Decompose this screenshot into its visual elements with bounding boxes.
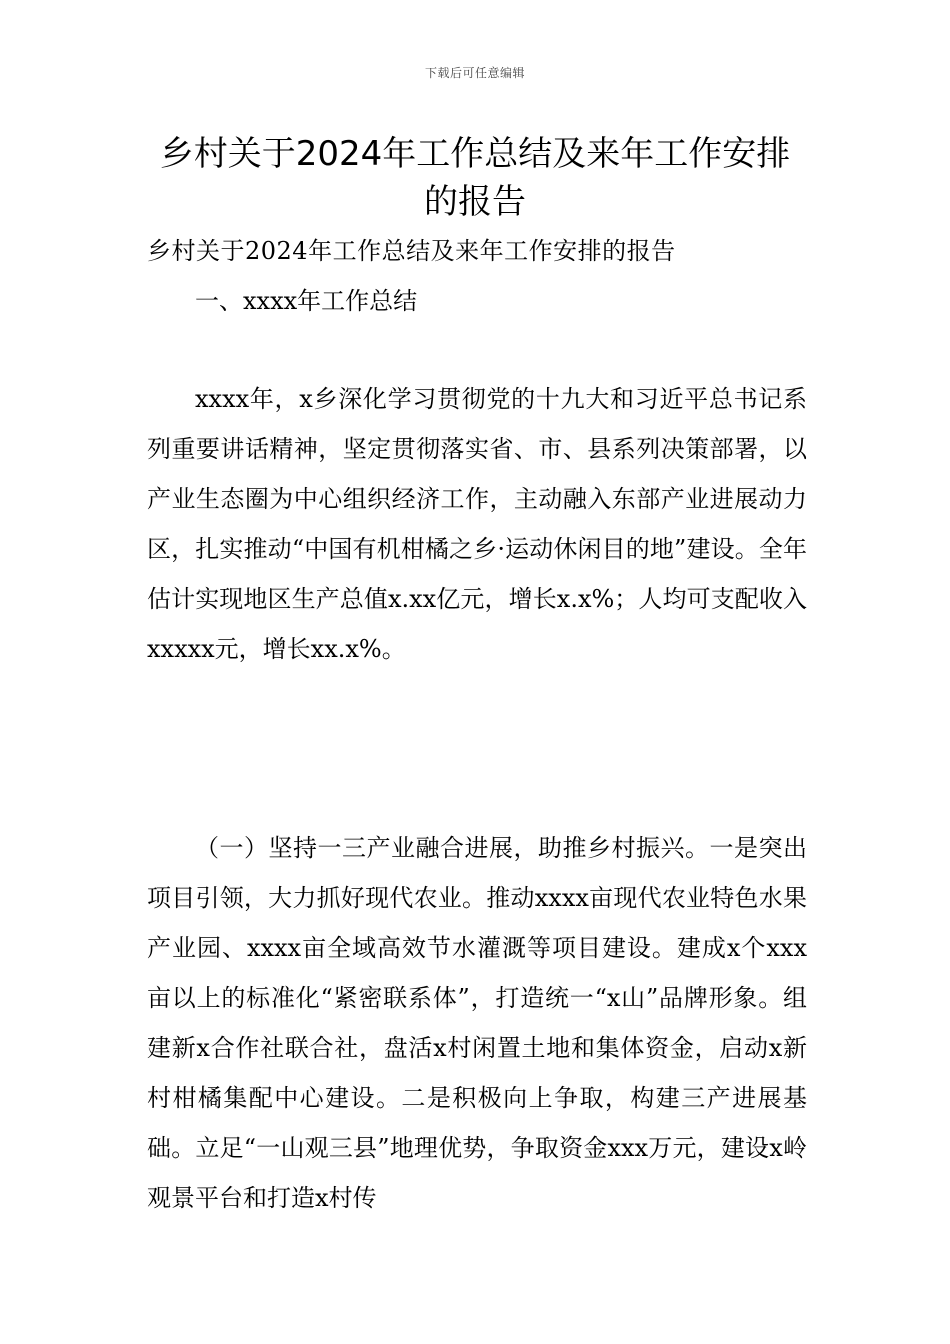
paragraph-summary: xxxx年，x乡深化学习贯彻党的十九大和习近平总书记系列重要讲话精神，坚定贯彻落实省、市、县系列决策部署，以产业生态圈为中心组织经济工作，主动融入东部产业进展动力区，扎实推动“中国有机柑橘之乡·运动休闲目的地”建设。全年估计实现地区生产总值x.xx亿元，增长x.x%；人均可支配收入xxxxx元，增长xx.x%。 bbox=[147, 385, 807, 663]
header-note: 下载后可任意编辑 bbox=[424, 66, 525, 80]
paragraph-industry-integration: （一）坚持一三产业融合进展，助推乡村振兴。一是突出项目引领，大力抓好现代农业。推动xxxx亩现代农业特色水果产业园、xxxx亩全域高效节水灌溉等项目建设。建成x个xxx亩以上的标准化“紧密联系体”，打造统一“x山”品牌形象。组建新x合作社联合社，盘活x村闲置土地和集体资金，启动x新村柑橘集配中心建设。二是积极向上争取，构建三产进展基础。立足“一山观三县”地理优势，争取资金xxx万元，建设x岭观景平台和打造x村传 bbox=[147, 834, 807, 1212]
document-subtitle: 乡村关于2024年工作总结及来年工作安排的报告 bbox=[147, 237, 676, 265]
document-title-line2: 的报告 bbox=[424, 182, 526, 222]
section-heading: 一、xxxx年工作总结 bbox=[195, 287, 418, 315]
document-title-line1: 乡村关于2024年工作总结及来年工作安排 bbox=[159, 134, 791, 174]
